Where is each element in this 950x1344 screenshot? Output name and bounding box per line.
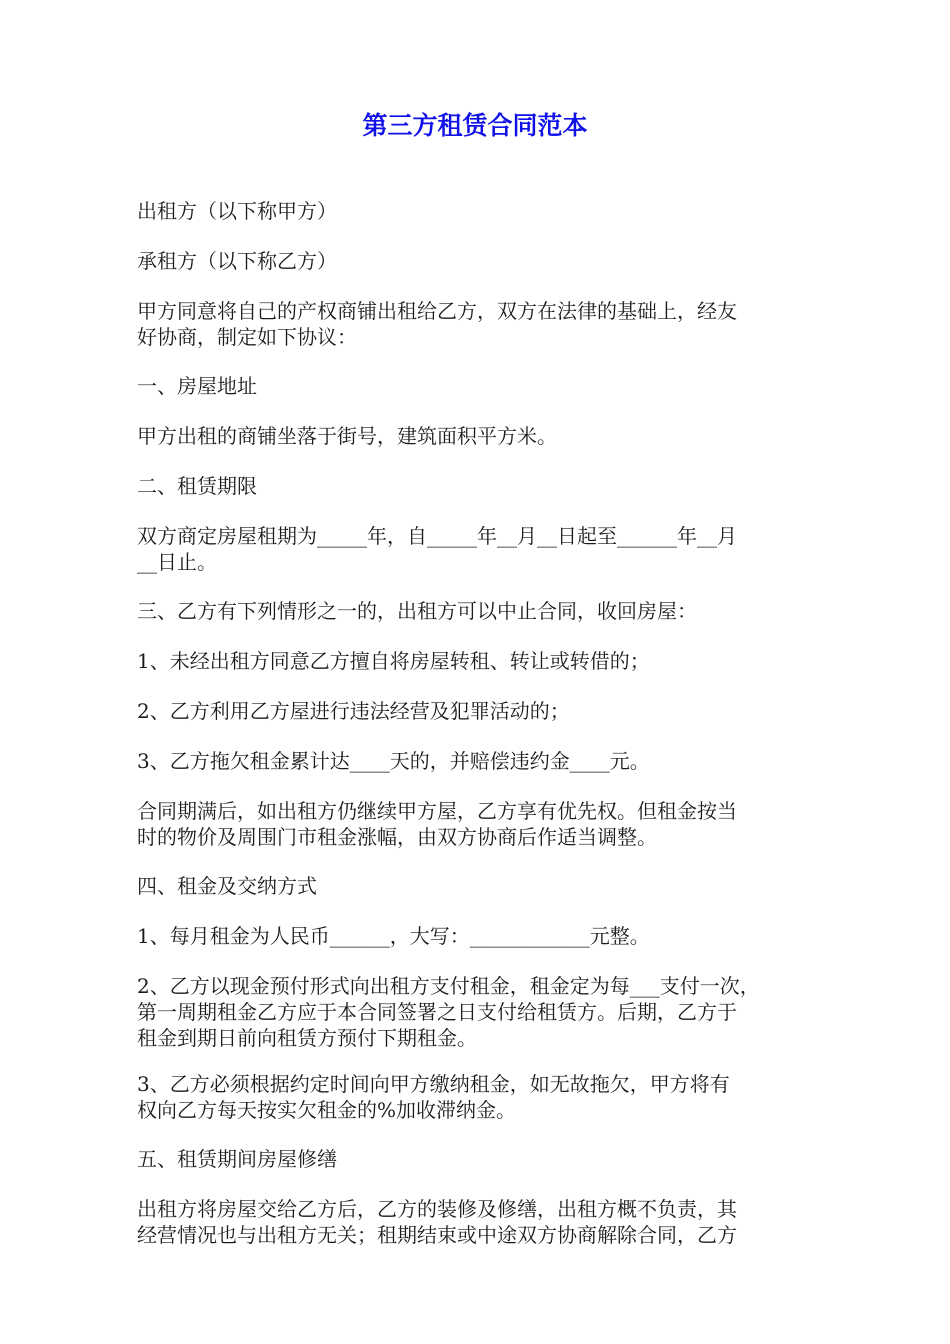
text-line: 时的物价及周围门市租金涨幅，由双方协商后作适当调整。: [137, 825, 657, 849]
intro-paragraph: [137, 298, 817, 350]
section-heading: [137, 373, 817, 399]
section-heading: [137, 873, 817, 899]
text-line: 好协商，制定如下协议：: [137, 325, 357, 349]
section-heading: [137, 598, 817, 624]
text-line: 第一周期租金乙方应于本合同签署之日支付给租赁方。后期，乙方于: [137, 1000, 737, 1024]
clause-paragraph: [137, 423, 817, 449]
text-line: 合同期满后，如出租方仍继续甲方屋，乙方享有优先权。但租金按当: [137, 799, 737, 823]
clause-paragraph: [137, 798, 817, 850]
text-line: 3、乙方拖欠租金累计达____天的，并赔偿违约金____元。: [137, 749, 650, 773]
clause-item: [137, 973, 817, 1051]
text-line: 1、每月租金为人民币______，大写：____________元整。: [137, 924, 650, 948]
text-line: 1、未经出租方同意乙方擅自将房屋转租、转让或转借的；: [137, 649, 650, 673]
text-line: 经营情况也与出租方无关；租期结束或中途双方协商解除合同，乙方: [137, 1223, 737, 1247]
text-line: 五、租赁期间房屋修缮: [137, 1147, 337, 1171]
text-line: 甲方同意将自己的产权商铺出租给乙方，双方在法律的基础上，经友: [137, 299, 737, 323]
text-line: 出租方（以下称甲方）: [137, 199, 337, 223]
clause-paragraph: [137, 523, 817, 575]
clause-item: [137, 1071, 817, 1123]
document-title: 第三方租赁合同范本: [362, 111, 588, 140]
section-heading: [137, 1146, 817, 1172]
text-line: 承租方（以下称乙方）: [137, 249, 337, 273]
clause-item: [137, 648, 817, 674]
text-line: 权向乙方每天按实欠租金的%加收滞纳金。: [137, 1098, 517, 1122]
clause-item: [137, 748, 817, 774]
text-line: 出租方将房屋交给乙方后，乙方的装修及修缮，出租方概不负责，其: [137, 1197, 737, 1221]
text-line: 3、乙方必须根据约定时间向甲方缴纳租金，如无故拖欠，甲方将有: [137, 1072, 730, 1096]
section-heading: [137, 473, 817, 499]
clause-paragraph: [137, 1196, 817, 1248]
party-a-line: [137, 198, 817, 224]
text-line: 双方商定房屋租期为_____年，自_____年__月__日起至______年__月: [137, 524, 737, 548]
text-line: 四、租金及交纳方式: [137, 874, 317, 898]
text-line: __日止。: [137, 550, 217, 574]
party-b-line: [137, 248, 817, 274]
clause-item: [137, 698, 817, 724]
text-line: 2、乙方以现金预付形式向出租方支付租金，租金定为每___支付一次，: [137, 974, 760, 998]
text-line: 三、乙方有下列情形之一的，出租方可以中止合同，收回房屋：: [137, 599, 697, 623]
text-line: 租金到期日前向租赁方预付下期租金。: [137, 1026, 477, 1050]
text-line: 一、房屋地址: [137, 374, 257, 398]
text-line: 二、租赁期限: [137, 474, 257, 498]
clause-item: [137, 923, 817, 949]
text-line: 2、乙方利用乙方屋进行违法经营及犯罪活动的；: [137, 699, 570, 723]
text-line: 甲方出租的商铺坐落于街号，建筑面积平方米。: [137, 424, 557, 448]
